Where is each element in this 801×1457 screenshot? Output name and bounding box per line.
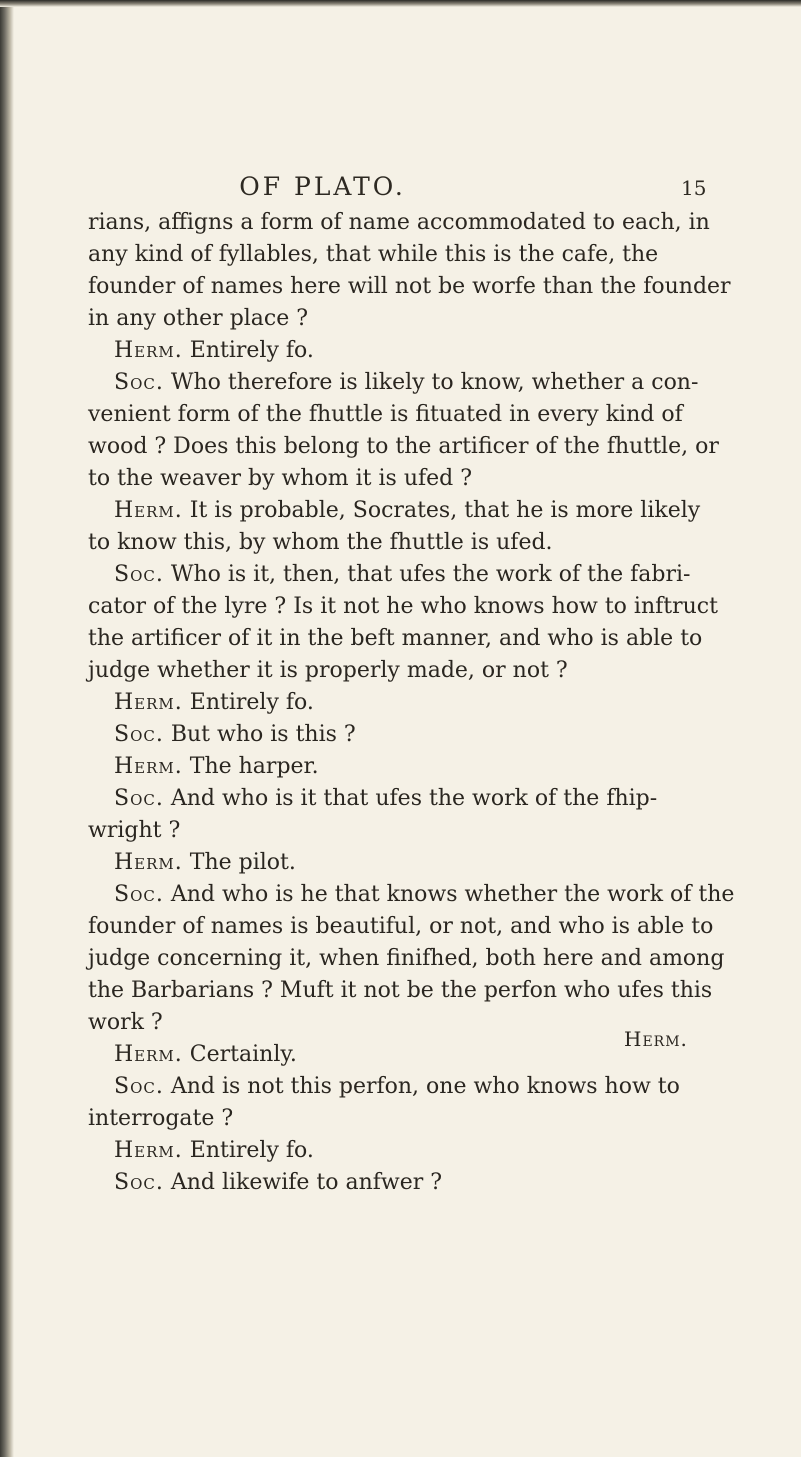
speaker-label: Soc. xyxy=(114,786,164,811)
text-line xyxy=(88,687,698,719)
text-line xyxy=(88,399,698,431)
line-text: Who is it, then, that ufes the work of the fabri- xyxy=(170,562,691,587)
text-line xyxy=(88,559,698,591)
binding-edge xyxy=(0,0,14,1457)
page-number: 15 xyxy=(681,176,707,200)
speaker-label: Soc. xyxy=(114,722,164,747)
text-line xyxy=(88,1007,698,1039)
line-text: in any other place ? xyxy=(88,306,309,331)
line-text: founder of names is beautiful, or not, and who is able to xyxy=(88,914,714,939)
speaker-label: Herm. xyxy=(114,690,183,715)
text-line xyxy=(88,463,698,495)
line-text: to know this, by whom the fhuttle is ufed. xyxy=(88,530,553,555)
speaker-label: Soc. xyxy=(114,1074,164,1099)
text-line xyxy=(88,335,698,367)
line-text: any kind of fyllables, that while this is the cafe, the xyxy=(88,242,659,267)
text-line xyxy=(88,495,701,527)
line-text: The harper. xyxy=(189,754,319,779)
line-text: cator of the lyre ? Is it not he who knows how to inftruct xyxy=(88,594,718,619)
text-line xyxy=(88,1103,698,1135)
line-text: wright ? xyxy=(88,818,181,843)
speaker-label: Herm. xyxy=(114,498,183,523)
top-edge-shadow xyxy=(0,0,801,7)
line-text: the artificer of it in the beft manner, and who is able to xyxy=(88,626,703,651)
text-line xyxy=(88,527,698,559)
text-line xyxy=(88,271,731,303)
line-text: venient form of the fhuttle is fituated in every kind of xyxy=(88,402,683,427)
text-line xyxy=(88,879,735,911)
speaker-label: Soc. xyxy=(114,882,164,907)
speaker-label: Herm. xyxy=(114,850,183,875)
text-line xyxy=(88,1135,698,1167)
text-line xyxy=(88,303,698,335)
line-text: Entirely fo. xyxy=(189,1138,314,1163)
text-line xyxy=(88,783,698,815)
line-text: Entirely fo. xyxy=(189,338,314,363)
line-text: Certainly. xyxy=(189,1042,297,1067)
line-text: And is not this perfon, one who knows how to xyxy=(170,1074,680,1099)
speaker-label: Soc. xyxy=(114,562,164,587)
catchword: Herm. xyxy=(624,1027,688,1051)
line-text: judge concerning it, when finifhed, both here and among xyxy=(88,946,725,971)
text-line xyxy=(88,847,698,879)
line-text: founder of names here will not be worfe than the founder xyxy=(88,274,731,299)
speaker-label: Soc. xyxy=(114,1170,164,1195)
text-line xyxy=(88,751,698,783)
text-line xyxy=(88,655,698,687)
line-text: The pilot. xyxy=(189,850,296,875)
speaker-label: Soc. xyxy=(114,370,164,395)
running-title: OF PLATO. xyxy=(239,172,406,201)
text-line xyxy=(88,1039,698,1071)
line-text: Entirely fo. xyxy=(189,690,314,715)
text-line xyxy=(88,623,703,655)
line-text: to the weaver by whom it is ufed ? xyxy=(88,466,473,491)
line-text: And likewife to anfwer ? xyxy=(170,1170,443,1195)
line-text: Who therefore is likely to know, whether a con- xyxy=(170,370,699,395)
text-line xyxy=(88,591,718,623)
text-line xyxy=(88,975,713,1007)
text-line xyxy=(88,943,725,975)
text-line xyxy=(88,431,719,463)
text-line xyxy=(88,815,698,847)
speaker-label: Herm. xyxy=(114,754,183,779)
text-line xyxy=(88,367,698,399)
speaker-label: Herm. xyxy=(114,1042,183,1067)
body-text xyxy=(88,207,735,1199)
speaker-label: Herm. xyxy=(114,1138,183,1163)
line-text: rians, affigns a form of name accommodated to each, in xyxy=(88,210,710,235)
text-line xyxy=(88,911,714,943)
text-line xyxy=(88,719,698,751)
text-line xyxy=(88,1167,698,1199)
text-line xyxy=(88,207,710,239)
line-text: wood ? Does this belong to the artificer of the fhuttle, or xyxy=(88,434,719,459)
speaker-label: Herm. xyxy=(114,338,183,363)
text-line xyxy=(88,239,698,271)
line-text: the Barbarians ? Muft it not be the perfon who ufes this xyxy=(88,978,713,1003)
line-text: interrogate ? xyxy=(88,1106,234,1131)
line-text: And who is he that knows whether the work of the xyxy=(170,882,735,907)
line-text: judge whether it is properly made, or not ? xyxy=(88,658,568,683)
line-text: work ? xyxy=(88,1010,163,1035)
text-line xyxy=(88,1071,698,1103)
line-text: And who is it that ufes the work of the fhip- xyxy=(170,786,658,811)
line-text: But who is this ? xyxy=(170,722,356,747)
line-text: It is probable, Socrates, that he is more likely xyxy=(189,498,701,523)
